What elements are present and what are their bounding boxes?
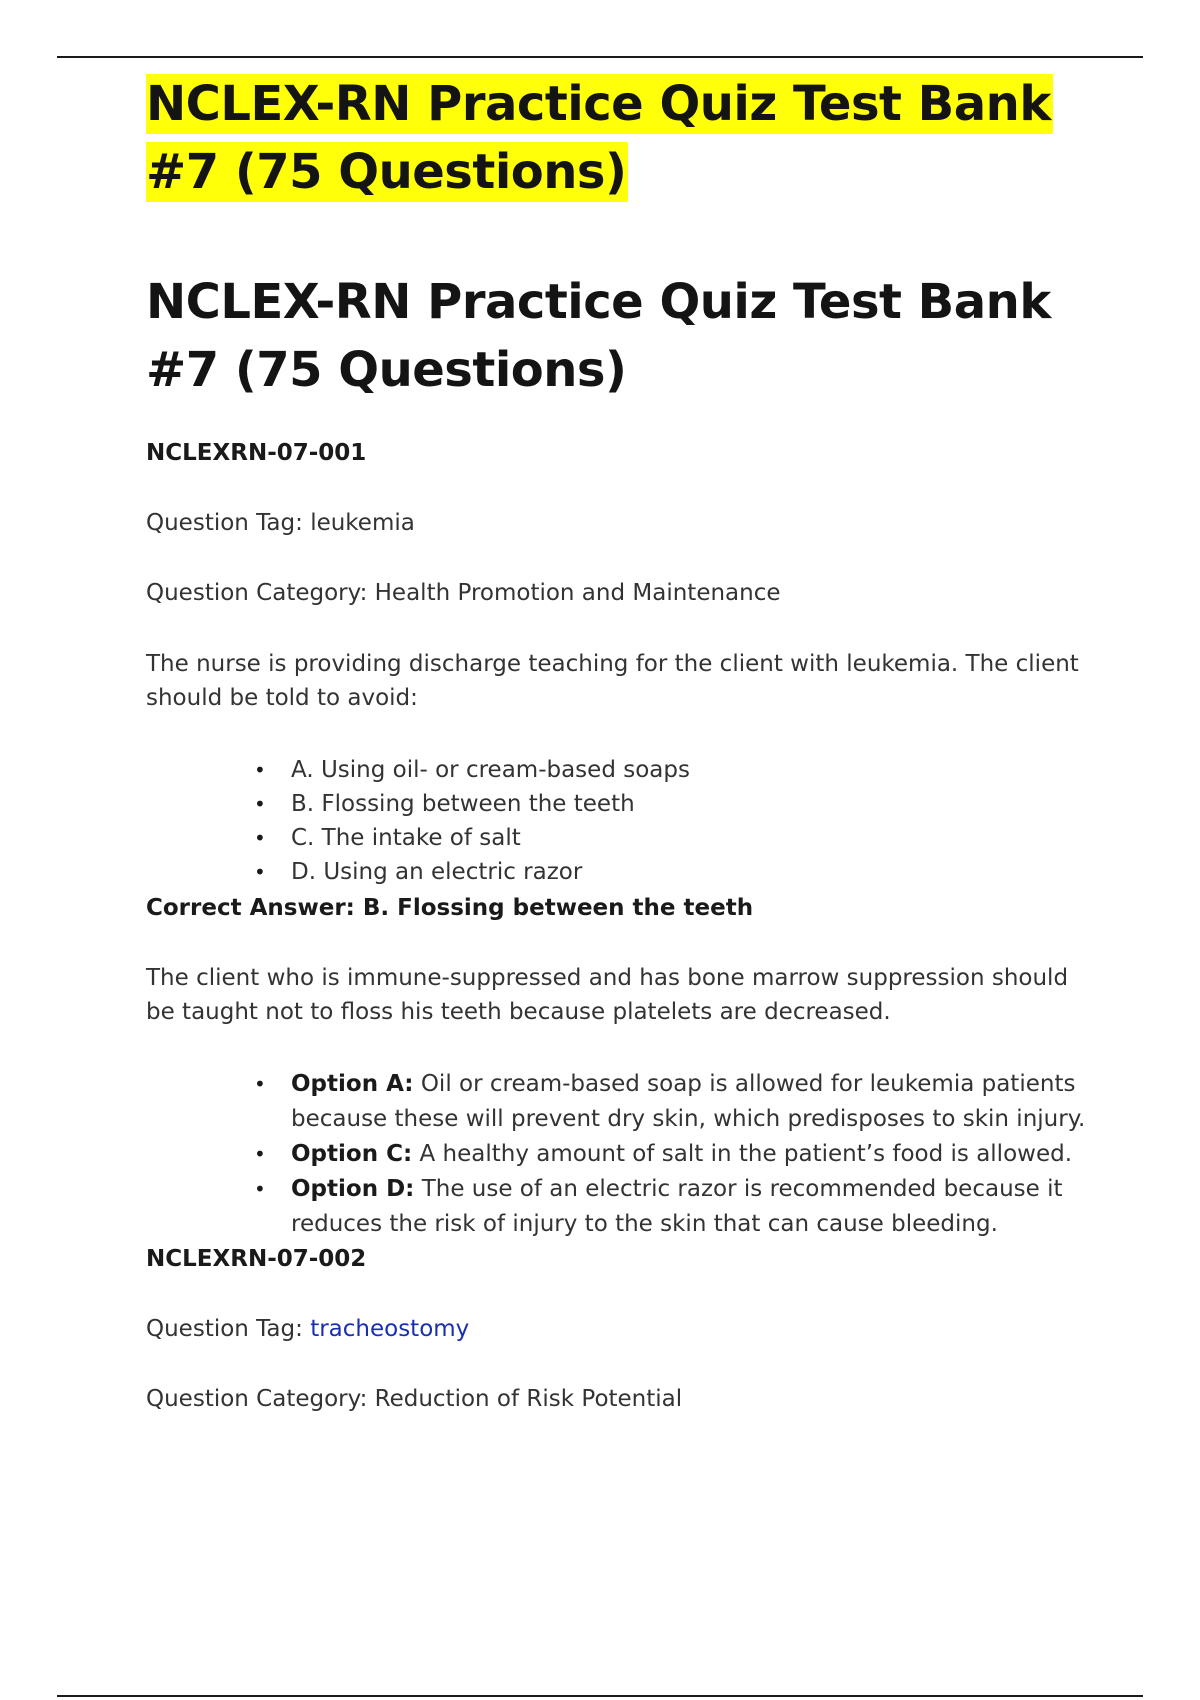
question-category-label: Question Category: bbox=[146, 580, 368, 606]
rationale-item bbox=[254, 1067, 1096, 1137]
rationale-label: Option C: bbox=[291, 1141, 413, 1167]
rationale-text: The use of an electric razor is recommended because it reduces the risk of injury to the skin that can cause bleeding. bbox=[291, 1176, 1063, 1237]
answer-options bbox=[146, 753, 1096, 889]
bullet-icon: • bbox=[254, 860, 266, 884]
question-tag bbox=[146, 1312, 1096, 1346]
rationale-text: Oil or cream-based soap is allowed for leukemia patients because these will prevent dry skin, which predisposes to skin injury. bbox=[291, 1071, 1086, 1132]
answer-option bbox=[254, 855, 1096, 889]
bullet-icon: • bbox=[254, 1142, 266, 1166]
answer-option bbox=[254, 821, 1096, 855]
answer-option-text: C. The intake of salt bbox=[291, 825, 521, 851]
option-rationales bbox=[146, 1067, 1096, 1242]
bottom-rule bbox=[57, 1695, 1143, 1697]
bullet-icon: • bbox=[254, 1072, 266, 1096]
answer-option bbox=[254, 787, 1096, 821]
question-block bbox=[146, 1242, 1096, 1416]
answer-option bbox=[254, 753, 1096, 787]
question-block bbox=[146, 436, 1096, 1242]
document-body bbox=[146, 70, 1096, 1416]
bullet-icon: • bbox=[254, 758, 266, 782]
question-category bbox=[146, 1382, 1096, 1416]
bullet-icon: • bbox=[254, 792, 266, 816]
question-category-value: Health Promotion and Maintenance bbox=[374, 580, 781, 606]
question-tag-label: Question Tag: bbox=[146, 510, 303, 536]
question-stem: The nurse is providing discharge teaching for the client with leukemia. The client should be told to avoid: bbox=[146, 651, 1079, 711]
question-category-value: Reduction of Risk Potential bbox=[374, 1386, 683, 1412]
question-id: NCLEXRN-07-001 bbox=[146, 440, 367, 466]
rationale-text: A healthy amount of salt in the patient’s food is allowed. bbox=[419, 1141, 1073, 1167]
question-category-label: Question Category: bbox=[146, 1386, 368, 1412]
question-id: NCLEXRN-07-002 bbox=[146, 1246, 367, 1272]
question-tag-label: Question Tag: bbox=[146, 1316, 303, 1342]
bullet-icon: • bbox=[254, 826, 266, 850]
page-title: NCLEX-RN Practice Quiz Test Bank #7 (75 Questions) bbox=[146, 274, 1051, 398]
rationale-item bbox=[254, 1172, 1096, 1242]
answer-explanation: The client who is immune-suppressed and has bone marrow suppression should be taught not to floss his teeth because platelets are decreased. bbox=[146, 965, 1069, 1025]
answer-option-text: B. Flossing between the teeth bbox=[291, 791, 635, 817]
bullet-icon: • bbox=[254, 1177, 266, 1201]
question-tag-link[interactable]: tracheostomy bbox=[310, 1316, 470, 1342]
answer-option-text: A. Using oil- or cream-based soaps bbox=[291, 757, 690, 783]
question-category bbox=[146, 576, 1096, 610]
correct-answer: Correct Answer: B. Flossing between the teeth bbox=[146, 895, 754, 921]
answer-option-text: D. Using an electric razor bbox=[291, 859, 583, 885]
rationale-label: Option A: bbox=[291, 1071, 414, 1097]
rationale-item bbox=[254, 1137, 1096, 1172]
highlighted-title bbox=[146, 70, 1096, 206]
question-tag bbox=[146, 506, 1096, 540]
rationale-label: Option D: bbox=[291, 1176, 415, 1202]
question-tag-value: leukemia bbox=[310, 510, 415, 536]
top-rule bbox=[57, 56, 1143, 58]
highlighted-title-text: NCLEX-RN Practice Quiz Test Bank #7 (75 Questions) bbox=[146, 76, 1051, 200]
